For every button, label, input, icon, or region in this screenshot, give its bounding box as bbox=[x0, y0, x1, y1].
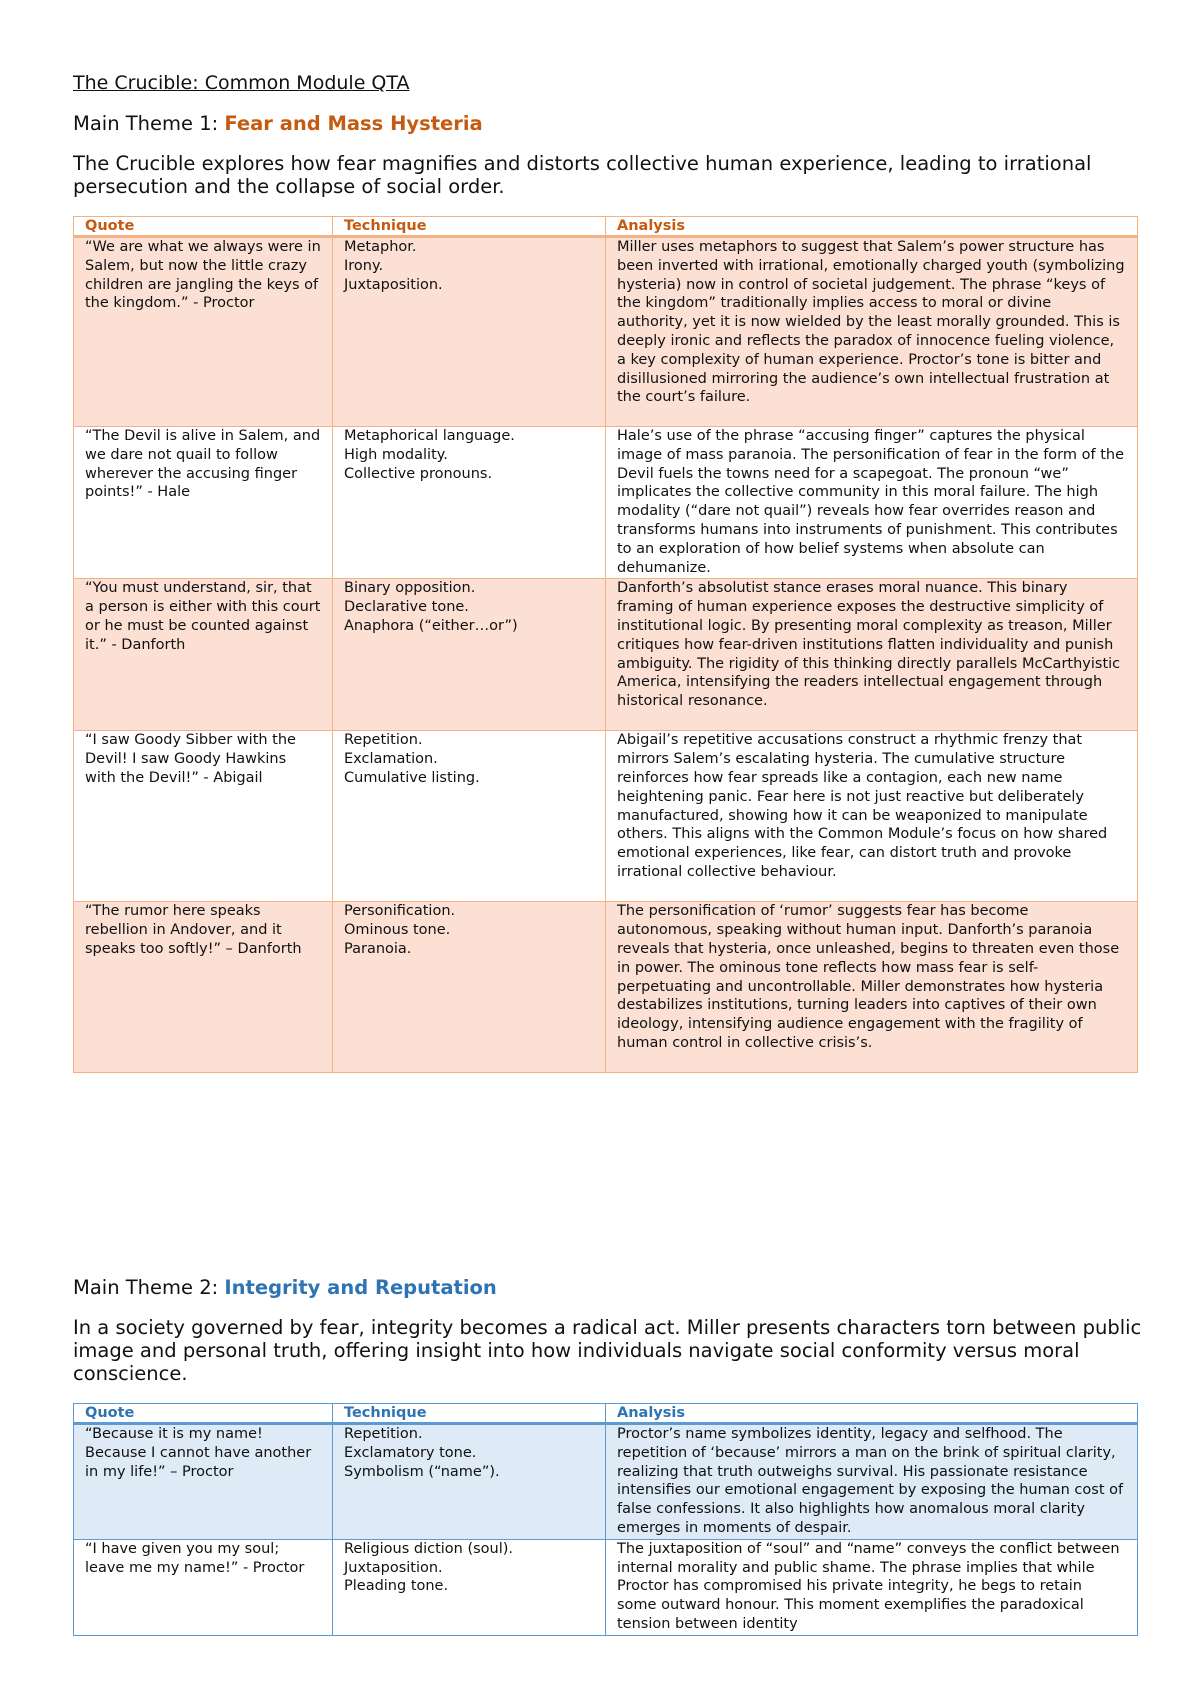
theme-2-intro: In a society governed by fear, integrity becomes a radical act. Miller presents characters torn between public image and personal truth, offering insight into how individuals navigate social conformity versus moral conscience. bbox=[73, 1316, 1142, 1385]
quote-cell: “You must understand, sir, that a person is either with this court or he must be counted against it.” - Danforth bbox=[74, 579, 333, 731]
header-analysis: Analysis bbox=[606, 217, 1138, 237]
technique-item: Repetition. bbox=[344, 1426, 423, 1442]
theme-2-table bbox=[73, 1403, 1138, 1636]
header-technique: Technique bbox=[333, 1404, 606, 1424]
analysis-cell: Miller uses metaphors to suggest that Salem’s power structure has been inverted with irrational, emotionally charged youth (symbolizing hysteria) now in control of societal judgement. The phrase “keys of the kingdom” traditionally implies access to moral or divine authority, yet it is now wielded by the least morally grounded. This is deeply ironic and reflects the paradox of innocence fueling violence, a key complexity of human experience. Proctor’s tone is bitter and disillusioned mirroring the audience’s own intellectual frustration at the court’s failure. bbox=[606, 237, 1138, 427]
technique-cell bbox=[333, 1539, 606, 1635]
header-analysis: Analysis bbox=[606, 1404, 1138, 1424]
technique-item: Ominous tone. bbox=[344, 922, 451, 939]
technique-item: Religious diction (soul). bbox=[344, 1540, 514, 1557]
analysis-cell: Hale’s use of the phrase “accusing finger” captures the physical image of mass paranoia. The personification of fear in the form of the Devil fuels the towns need for a scapegoat. The pronoun “we” implicates the collective community in this moral failure. The high modality (“dare not quail”) reveals how fear overrides reason and transforms humans into instruments of punishment. This contributes to an exploration of how belief systems when absolute can dehumanize. bbox=[606, 427, 1138, 579]
technique-item: Exclamation. bbox=[344, 751, 438, 768]
technique-item: Pleading tone. bbox=[344, 1578, 449, 1595]
technique-cell bbox=[333, 1424, 606, 1540]
technique-item: Juxtaposition. bbox=[344, 276, 443, 293]
theme-1-label: Main Theme 1: bbox=[73, 112, 225, 135]
quote-cell: “Because it is my name! Because I cannot have another in my life!” – Proctor bbox=[74, 1424, 333, 1540]
technique-item: Exclamatory tone. bbox=[344, 1444, 477, 1461]
table-row bbox=[74, 579, 1138, 731]
table-row bbox=[74, 1424, 1138, 1540]
technique-cell bbox=[333, 427, 606, 579]
table-row bbox=[74, 237, 1138, 427]
quote-cell: “The rumor here speaks rebellion in Andover, and it speaks too softly!” – Danforth bbox=[74, 902, 333, 1073]
table-row bbox=[74, 902, 1138, 1073]
technique-item: Irony. bbox=[344, 257, 384, 274]
technique-item: Personification. bbox=[344, 903, 456, 920]
technique-cell bbox=[333, 579, 606, 731]
theme-1-table bbox=[73, 216, 1138, 1073]
analysis-cell: Abigail’s repetitive accusations construct a rhythmic frenzy that mirrors Salem’s escalating hysteria. The cumulative structure reinforces how fear spreads like a contagion, each new name heightening panic. Fear here is not just reactive but deliberately manufactured, showing how it can be weaponized to manipulate others. This aligns with the Common Module’s focus on how shared emotional experiences, like fear, can distort truth and provoke irrational collective behaviour. bbox=[606, 731, 1138, 902]
quote-cell: “I saw Goody Sibber with the Devil! I saw Goody Hawkins with the Devil!” - Abigail bbox=[74, 731, 333, 902]
header-quote: Quote bbox=[74, 1404, 333, 1424]
technique-cell bbox=[333, 731, 606, 902]
technique-item: Anaphora (“either…or”) bbox=[344, 617, 518, 634]
table-row bbox=[74, 731, 1138, 902]
technique-item: Repetition. bbox=[344, 732, 423, 749]
technique-item: Binary opposition. bbox=[344, 580, 476, 597]
technique-item: Metaphor. bbox=[344, 239, 417, 255]
technique-item: Symbolism (“name”). bbox=[344, 1463, 500, 1480]
quote-cell: “We are what we always were in Salem, but now the little crazy children are jangling the keys of the kingdom.” - Proctor bbox=[74, 237, 333, 427]
technique-item: Collective pronouns. bbox=[344, 465, 493, 482]
theme-1-intro: The Crucible explores how fear magnifies and distorts collective human experience, leading to irrational persecution and the collapse of social order. bbox=[73, 152, 1092, 198]
technique-item: Cumulative listing. bbox=[344, 769, 480, 786]
quote-cell: “I have given you my soul; leave me my name!” - Proctor bbox=[74, 1539, 333, 1635]
table-header-row bbox=[74, 217, 1138, 237]
technique-item: Paranoia. bbox=[344, 940, 412, 957]
table-row bbox=[74, 427, 1138, 579]
theme-1-name: Fear and Mass Hysteria bbox=[224, 112, 483, 135]
analysis-cell: Proctor’s name symbolizes identity, legacy and selfhood. The repetition of ‘because’ mirrors a man on the brink of spiritual clarity, realizing that truth outweighs survival. His passionate resistance intensifies our emotional engagement by exposing the human cost of false confessions. It also highlights how anomalous moral clarity emerges in moments of despair. bbox=[606, 1424, 1138, 1540]
technique-item: Metaphorical language. bbox=[344, 428, 515, 444]
header-technique: Technique bbox=[333, 217, 606, 237]
table-row bbox=[74, 1539, 1138, 1635]
analysis-cell: The juxtaposition of “soul” and “name” conveys the conflict between internal morality and public shame. The phrase implies that while Proctor has compromised his private integrity, he begs to retain some outward honour. This moment exemplifies the paradoxical tension between identity bbox=[606, 1539, 1138, 1635]
theme-2-name: Integrity and Reputation bbox=[224, 1276, 497, 1299]
header-quote: Quote bbox=[74, 217, 333, 237]
document-title: The Crucible: Common Module QTA bbox=[73, 72, 410, 94]
table-header-row bbox=[74, 1404, 1138, 1424]
quote-cell: “The Devil is alive in Salem, and we dare not quail to follow wherever the accusing finger points!” - Hale bbox=[74, 427, 333, 579]
technique-cell bbox=[333, 237, 606, 427]
theme-1-heading bbox=[73, 112, 483, 135]
analysis-cell: The personification of ‘rumor’ suggests fear has become autonomous, speaking without human input. Danforth’s paranoia reveals that hysteria, once unleashed, begins to threaten even those in power. The ominous tone reflects how mass fear is self-perpetuating and uncontrollable. Miller demonstrates how hysteria destabilizes institutions, turning leaders into captives of their own ideology, intensifying audience engagement with the fragility of human control in collective crisis’s. bbox=[606, 902, 1138, 1073]
technique-item: High modality. bbox=[344, 446, 448, 463]
theme-2-heading bbox=[73, 1276, 497, 1299]
technique-item: Declarative tone. bbox=[344, 599, 469, 616]
technique-cell bbox=[333, 902, 606, 1073]
technique-item: Juxtaposition. bbox=[344, 1559, 443, 1576]
theme-2-label: Main Theme 2: bbox=[73, 1276, 225, 1299]
analysis-cell: Danforth’s absolutist stance erases moral nuance. This binary framing of human experience exposes the destructive simplicity of institutional logic. By presenting moral complexity as treason, Miller critiques how fear-driven institutions flatten individuality and punish ambiguity. The rigidity of this thinking directly parallels McCarthyistic America, intensifying the readers intellectual engagement through historical resonance. bbox=[606, 579, 1138, 731]
